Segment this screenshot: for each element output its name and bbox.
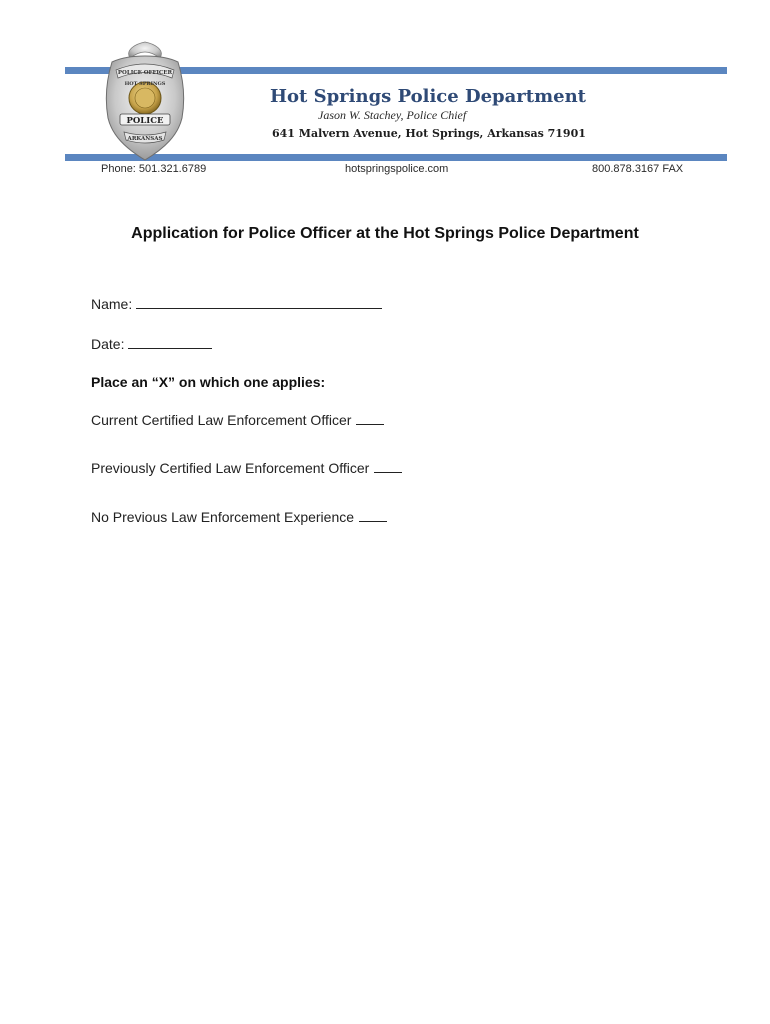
form-title: Application for Police Officer at the Hot Springs Police Department [131, 225, 639, 242]
option-label: Previously Certified Law Enforcement Officer [91, 460, 370, 476]
fax-number: 800.878.3167 FAX [592, 163, 684, 175]
option-blank[interactable] [359, 509, 387, 522]
department-address: 641 Malvern Avenue, Hot Springs, Arkansas 71901 [272, 127, 586, 140]
badge-city-text: HOT SPRINGS [124, 81, 166, 87]
option-current-certified [91, 412, 384, 428]
name-field [91, 296, 382, 312]
police-chief: Jason W. Stachey, Police Chief [318, 108, 467, 122]
department-name: Hot Springs Police Department [270, 86, 586, 107]
badge-top-text: POLICE OFFICER [117, 70, 173, 76]
option-blank[interactable] [374, 460, 402, 473]
police-badge-logo [100, 40, 190, 165]
date-label: Date: [91, 336, 125, 352]
date-blank[interactable] [128, 336, 212, 349]
badge-center-text: POLICE [126, 116, 164, 126]
date-field [91, 336, 212, 352]
website: hotspringspolice.com [345, 163, 449, 175]
badge-bottom-text: ARKANSAS [127, 136, 163, 142]
name-label: Name: [91, 296, 133, 312]
phone-number: Phone: 501.321.6789 [101, 163, 207, 175]
letterhead [0, 0, 770, 190]
option-previously-certified [91, 460, 402, 476]
option-label: Current Certified Law Enforcement Officer [91, 412, 352, 428]
option-blank[interactable] [356, 412, 384, 425]
name-blank[interactable] [136, 296, 382, 309]
option-no-experience [91, 509, 387, 525]
instruction-text: Place an “X” on which one applies: [91, 374, 326, 390]
option-label: No Previous Law Enforcement Experience [91, 509, 355, 525]
